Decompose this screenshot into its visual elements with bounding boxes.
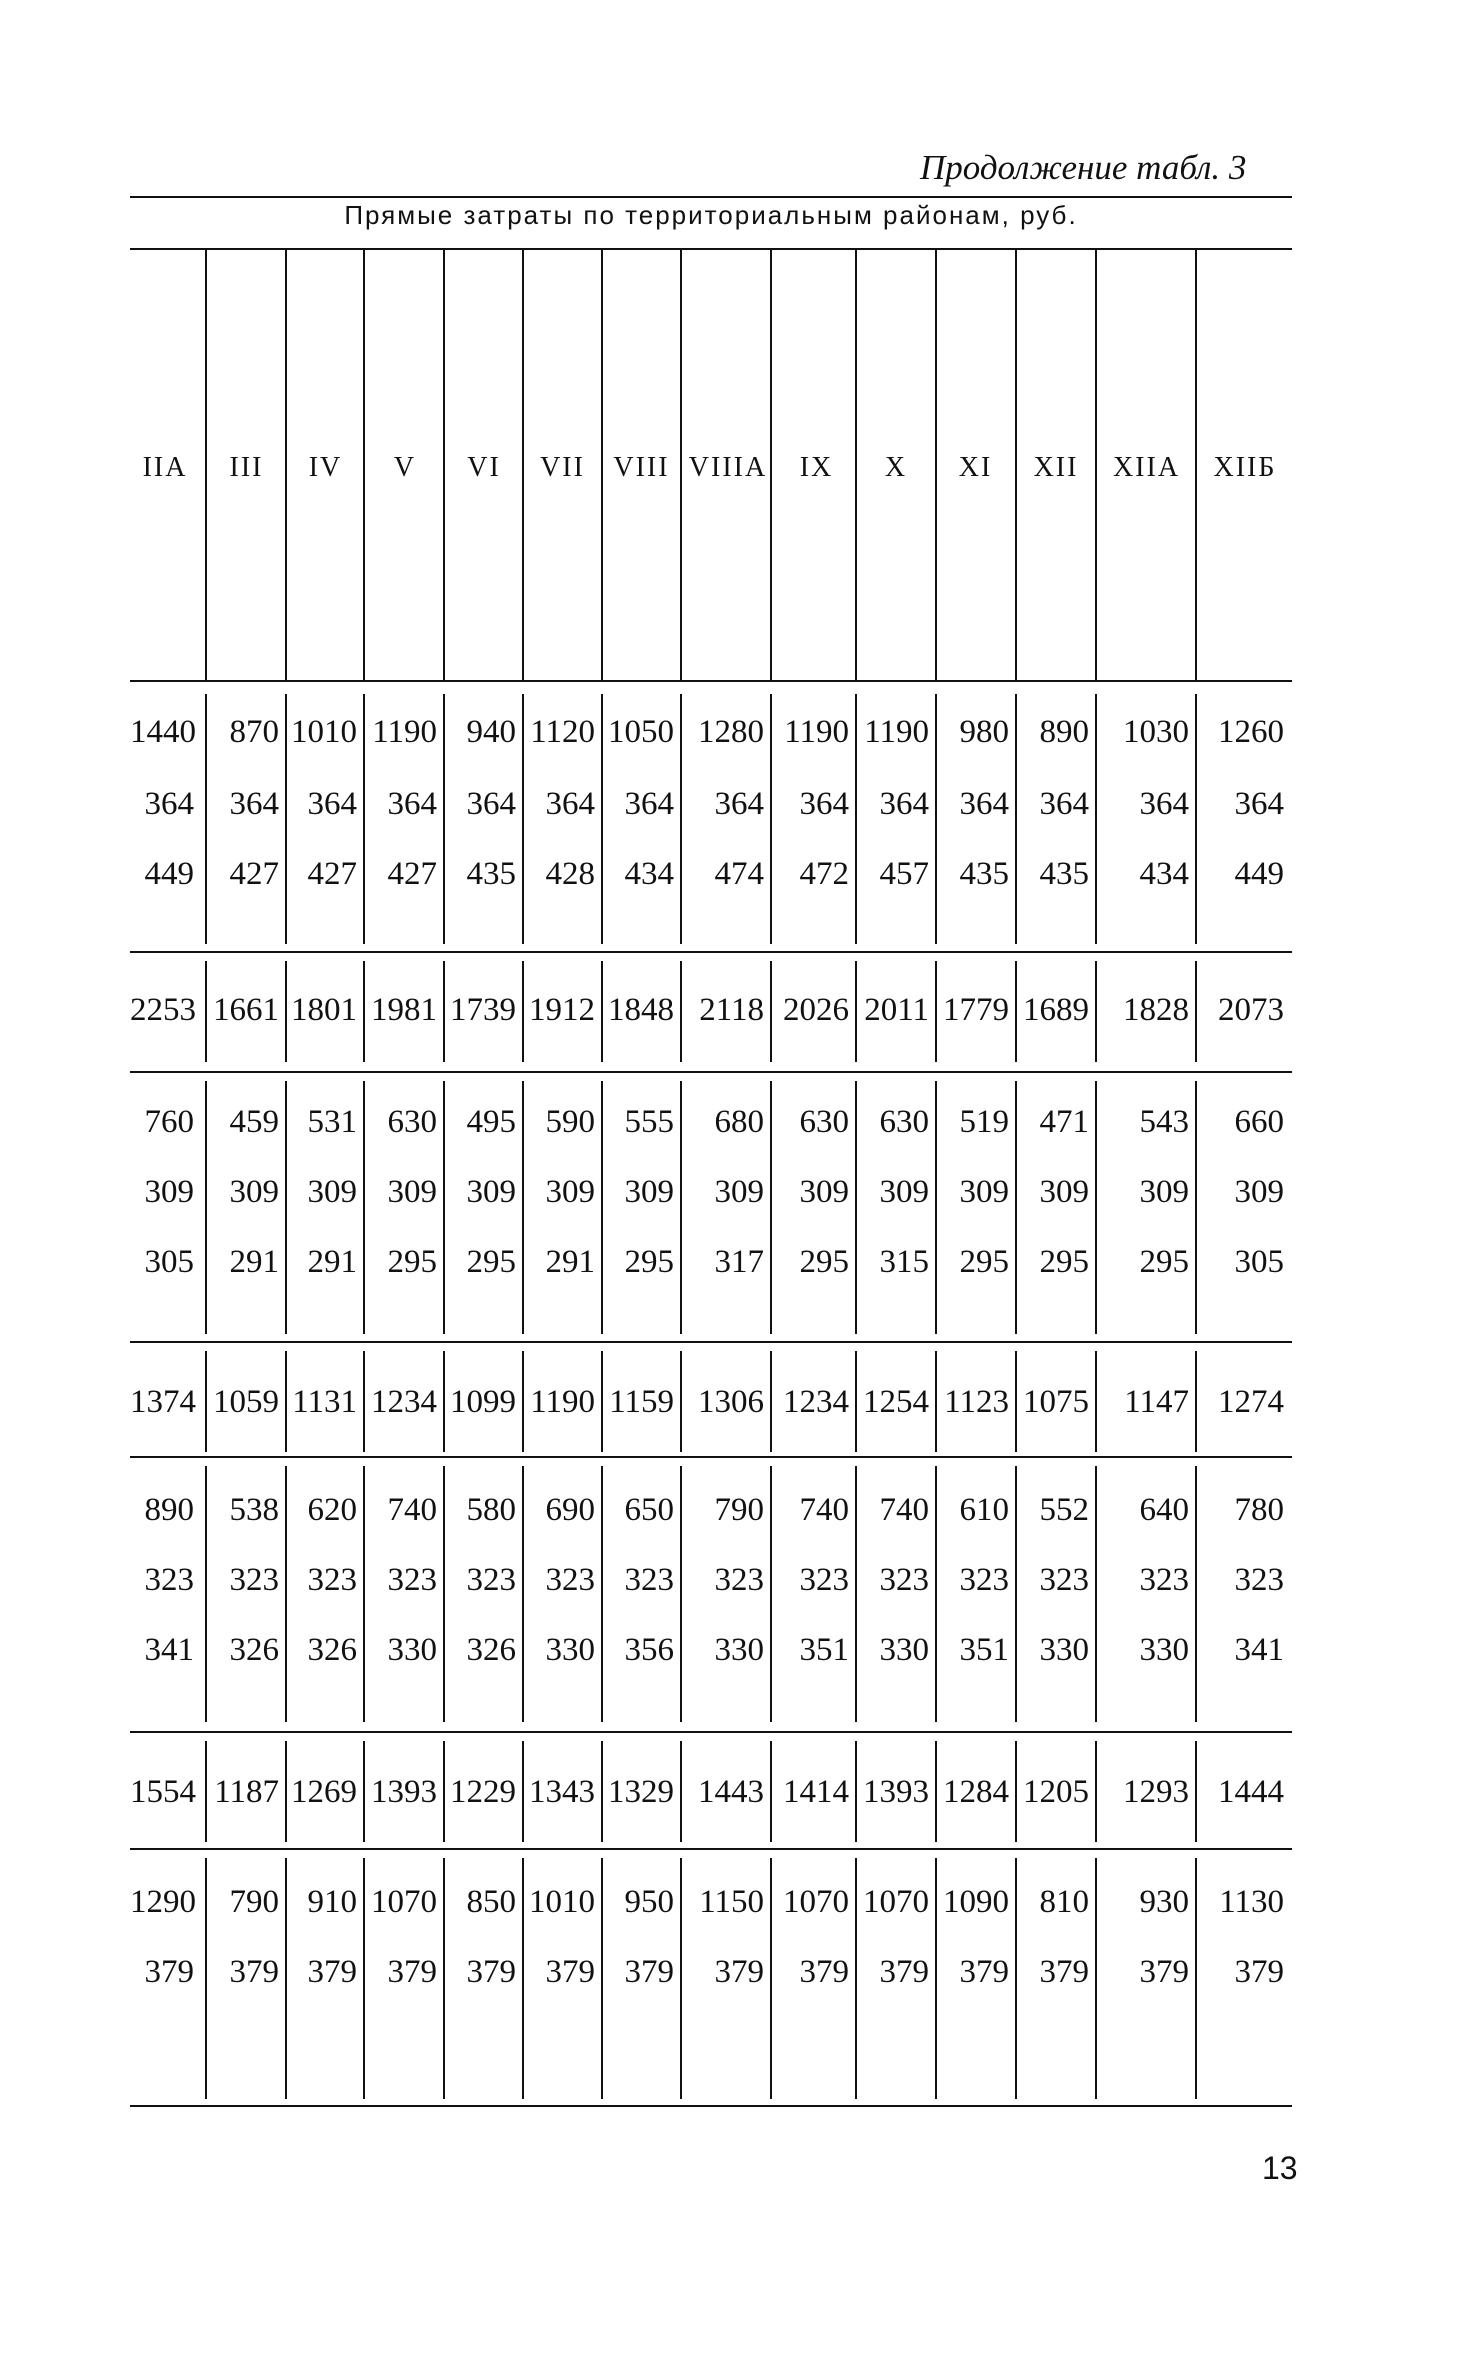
table-cell: 309	[1234, 1174, 1284, 1210]
table-cell: 472	[799, 856, 849, 892]
column-separator	[1195, 1351, 1197, 1452]
table-cell: 427	[307, 856, 357, 892]
table-cell: 427	[387, 856, 437, 892]
column-header: VI	[467, 452, 501, 483]
table-cell: 323	[1039, 1562, 1089, 1598]
column-separator	[680, 694, 682, 944]
table-cell: 1739	[450, 992, 516, 1028]
table-cell: 428	[545, 856, 595, 892]
column-separator	[1095, 1466, 1097, 1722]
table-cell: 379	[144, 1954, 194, 1990]
table-cell: 760	[144, 1104, 194, 1140]
column-separator	[363, 694, 365, 944]
table-cell: 379	[545, 1954, 595, 1990]
table-cell: 940	[466, 714, 516, 750]
header-column-separator	[443, 248, 445, 680]
table-cell: 1190	[372, 714, 437, 750]
column-separator	[205, 961, 207, 1062]
table-cell: 610	[959, 1492, 1009, 1528]
table-cell: 309	[466, 1174, 516, 1210]
table-cell: 1779	[943, 992, 1009, 1028]
column-separator	[205, 1741, 207, 1842]
table-cell: 2011	[864, 992, 929, 1028]
table-cell: 1205	[1023, 1774, 1089, 1810]
table-cell: 1254	[863, 1384, 929, 1420]
table-cell: 690	[545, 1492, 595, 1528]
column-header: VIII	[613, 452, 670, 483]
table-cell: 364	[229, 786, 279, 822]
column-separator	[443, 961, 445, 1062]
column-separator	[285, 1351, 287, 1452]
column-separator	[443, 1351, 445, 1452]
table-cell: 326	[307, 1632, 357, 1668]
table-cell: 364	[1039, 786, 1089, 822]
table-cell: 1070	[783, 1884, 849, 1920]
table-cell: 1284	[943, 1774, 1009, 1810]
column-separator	[1195, 1081, 1197, 1334]
table-cell: 1090	[943, 1884, 1009, 1920]
table-cell: 1190	[784, 714, 849, 750]
table-cell: 291	[545, 1244, 595, 1280]
table-cell: 434	[624, 856, 674, 892]
table-cell: 295	[1139, 1244, 1189, 1280]
table-cell: 379	[1039, 1954, 1089, 1990]
column-separator	[770, 1081, 772, 1334]
block-separator-rule	[130, 1848, 1292, 1850]
top-rule	[130, 196, 1292, 198]
table-cell: 351	[959, 1632, 1009, 1668]
table-cell: 330	[387, 1632, 437, 1668]
column-separator	[1095, 1858, 1097, 2099]
table-cell: 379	[466, 1954, 516, 1990]
table-cell: 379	[1139, 1954, 1189, 1990]
table-cell: 1147	[1124, 1384, 1189, 1420]
table-cell: 291	[307, 1244, 357, 1280]
column-separator	[680, 1351, 682, 1452]
header-column-separator	[680, 248, 682, 680]
table-cell: 1075	[1023, 1384, 1089, 1420]
table-cell: 323	[799, 1562, 849, 1598]
block-separator-rule	[130, 1341, 1292, 1343]
column-separator	[285, 694, 287, 944]
column-separator	[443, 1466, 445, 1722]
table-cell: 1123	[944, 1384, 1009, 1420]
table-cell: 630	[879, 1104, 929, 1140]
table-cell: 330	[1139, 1632, 1189, 1668]
table-cell: 1689	[1023, 992, 1089, 1028]
table-cell: 1059	[213, 1384, 279, 1420]
table-cell: 870	[229, 714, 279, 750]
table-cell: 1444	[1218, 1774, 1284, 1810]
column-separator	[363, 1858, 365, 2099]
column-header: VIIIA	[688, 452, 768, 483]
table-cell: 1269	[291, 1774, 357, 1810]
table-cell: 543	[1139, 1104, 1189, 1140]
column-separator	[1195, 694, 1197, 944]
column-separator	[443, 1858, 445, 2099]
header-column-separator	[1195, 248, 1197, 680]
table-bottom-rule	[130, 2105, 1292, 2107]
table-cell: 330	[1039, 1632, 1089, 1668]
table-cell: 364	[545, 786, 595, 822]
table-cell: 364	[1139, 786, 1189, 822]
column-separator	[1195, 961, 1197, 1062]
column-separator	[770, 1351, 772, 1452]
table-cell: 1443	[698, 1774, 764, 1810]
table-cell: 379	[959, 1954, 1009, 1990]
table-cell: 680	[714, 1104, 764, 1140]
column-separator	[205, 1081, 207, 1334]
table-cell: 449	[1234, 856, 1284, 892]
table-cell: 495	[466, 1104, 516, 1140]
table-cell: 295	[959, 1244, 1009, 1280]
table-cell: 356	[624, 1632, 674, 1668]
table-cell: 309	[307, 1174, 357, 1210]
table-cell: 323	[307, 1562, 357, 1598]
table-cell: 309	[545, 1174, 595, 1210]
table-cell: 980	[959, 714, 1009, 750]
header-column-separator	[205, 248, 207, 680]
table-cell: 330	[545, 1632, 595, 1668]
table-cell: 552	[1039, 1492, 1089, 1528]
table-cell: 1661	[213, 992, 279, 1028]
column-separator	[680, 1466, 682, 1722]
column-separator	[1195, 1466, 1197, 1722]
table-cell: 650	[624, 1492, 674, 1528]
block-separator-rule	[130, 951, 1292, 953]
table-cell: 309	[879, 1174, 929, 1210]
header-column-separator	[285, 248, 287, 680]
column-header: III	[229, 452, 264, 483]
table-cell: 1848	[608, 992, 674, 1028]
table-cell: 1150	[699, 1884, 764, 1920]
table-cell: 305	[144, 1244, 194, 1280]
table-cell: 950	[624, 1884, 674, 1920]
table-cell: 930	[1139, 1884, 1189, 1920]
table-cell: 630	[799, 1104, 849, 1140]
table-cell: 2026	[783, 992, 849, 1028]
table-cell: 1190	[530, 1384, 595, 1420]
column-header: XIIA	[1112, 452, 1181, 483]
table-cell: 1190	[864, 714, 929, 750]
table-cell: 459	[229, 1104, 279, 1140]
table-cell: 291	[229, 1244, 279, 1280]
table-cell: 295	[624, 1244, 674, 1280]
column-header: IX	[799, 452, 834, 483]
table-cell: 295	[799, 1244, 849, 1280]
table-cell: 427	[229, 856, 279, 892]
table-cell: 1159	[609, 1384, 674, 1420]
table-cell: 1070	[863, 1884, 929, 1920]
table-cell: 790	[714, 1492, 764, 1528]
table-cell: 364	[307, 786, 357, 822]
table-cell: 1274	[1218, 1384, 1284, 1420]
block-separator-rule	[130, 1731, 1292, 1733]
table-cell: 364	[959, 786, 1009, 822]
table-cell: 309	[229, 1174, 279, 1210]
column-header: IV	[308, 452, 343, 483]
table-cell: 364	[624, 786, 674, 822]
table-cell: 435	[466, 856, 516, 892]
column-separator	[443, 1081, 445, 1334]
column-separator	[1095, 1081, 1097, 1334]
table-cell: 590	[545, 1104, 595, 1140]
column-separator	[285, 1081, 287, 1334]
table-cell: 740	[879, 1492, 929, 1528]
table-cell: 379	[879, 1954, 929, 1990]
table-cell: 323	[879, 1562, 929, 1598]
table-cell: 434	[1139, 856, 1189, 892]
table-cell: 323	[466, 1562, 516, 1598]
table-cell: 1293	[1123, 1774, 1189, 1810]
table-cell: 351	[799, 1632, 849, 1668]
table-cell: 323	[714, 1562, 764, 1598]
table-cell: 1393	[863, 1774, 929, 1810]
table-cell: 1329	[608, 1774, 674, 1810]
table-cell: 330	[714, 1632, 764, 1668]
table-cell: 780	[1234, 1492, 1284, 1528]
table-cell: 1393	[371, 1774, 437, 1810]
table-continuation-label: Продолжение табл. 3	[920, 148, 1247, 187]
table-cell: 2253	[130, 992, 196, 1028]
table-cell: 364	[387, 786, 437, 822]
table-cell: 1280	[698, 714, 764, 750]
table-cell: 1414	[783, 1774, 849, 1810]
table-cell: 323	[1234, 1562, 1284, 1598]
table-cell: 309	[387, 1174, 437, 1210]
table-cell: 1010	[291, 714, 357, 750]
header-column-separator	[770, 248, 772, 680]
column-separator	[285, 1741, 287, 1842]
column-separator	[443, 694, 445, 944]
column-header: XIIБ	[1213, 452, 1277, 483]
table-cell: 295	[1039, 1244, 1089, 1280]
table-cell: 1050	[608, 714, 674, 750]
table-cell: 364	[1234, 786, 1284, 822]
table-cell: 640	[1139, 1492, 1189, 1528]
table-cell: 323	[229, 1562, 279, 1598]
table-cell: 379	[714, 1954, 764, 1990]
table-cell: 1440	[130, 714, 196, 750]
table-cell: 457	[879, 856, 929, 892]
table-cell: 364	[799, 786, 849, 822]
column-separator	[1095, 961, 1097, 1062]
page-number: 13	[1262, 2150, 1298, 2186]
column-separator	[363, 1351, 365, 1452]
table-cell: 1131	[292, 1384, 357, 1420]
table-cell: 1828	[1123, 992, 1189, 1028]
column-header: VII	[540, 452, 585, 483]
column-separator	[363, 1466, 365, 1722]
column-separator	[680, 1741, 682, 1842]
column-separator	[1195, 1741, 1197, 1842]
column-separator	[680, 1081, 682, 1334]
table-cell: 1801	[291, 992, 357, 1028]
table-cell: 295	[466, 1244, 516, 1280]
table-subtitle: Прямые затраты по территориальным районам, руб.	[344, 200, 1078, 230]
column-separator	[1095, 694, 1097, 944]
column-header: XI	[958, 452, 993, 483]
column-separator	[363, 1081, 365, 1334]
column-separator	[205, 1466, 207, 1722]
table-cell: 810	[1039, 1884, 1089, 1920]
table-cell: 1010	[529, 1884, 595, 1920]
table-cell: 790	[229, 1884, 279, 1920]
table-cell: 309	[959, 1174, 1009, 1210]
header-column-separator	[1095, 248, 1097, 680]
table-cell: 295	[387, 1244, 437, 1280]
table-cell: 740	[387, 1492, 437, 1528]
table-cell: 435	[1039, 856, 1089, 892]
table-cell: 364	[144, 786, 194, 822]
column-header: IIA	[142, 452, 188, 483]
table-cell: 1981	[371, 992, 437, 1028]
column-separator	[205, 1351, 207, 1452]
table-cell: 323	[959, 1562, 1009, 1598]
table-cell: 850	[466, 1884, 516, 1920]
table-cell: 1234	[371, 1384, 437, 1420]
table-cell: 326	[466, 1632, 516, 1668]
table-cell: 474	[714, 856, 764, 892]
table-cell: 1234	[783, 1384, 849, 1420]
table-cell: 1306	[698, 1384, 764, 1420]
column-separator	[205, 1858, 207, 2099]
table-cell: 620	[307, 1492, 357, 1528]
table-cell: 309	[714, 1174, 764, 1210]
table-cell: 471	[1039, 1104, 1089, 1140]
column-separator	[680, 1858, 682, 2099]
column-header: XII	[1033, 452, 1079, 483]
table-cell: 1229	[450, 1774, 516, 1810]
table-cell: 1374	[130, 1384, 196, 1420]
table-cell: 323	[144, 1562, 194, 1598]
table-cell: 449	[144, 856, 194, 892]
column-separator	[770, 961, 772, 1062]
column-header: V	[393, 452, 417, 483]
column-separator	[770, 1466, 772, 1722]
block-separator-rule	[130, 1071, 1292, 1073]
column-separator	[1095, 1741, 1097, 1842]
table-cell: 379	[307, 1954, 357, 1990]
table-cell: 580	[466, 1492, 516, 1528]
column-header: X	[884, 452, 908, 483]
table-cell: 323	[545, 1562, 595, 1598]
table-cell: 330	[879, 1632, 929, 1668]
table-cell: 555	[624, 1104, 674, 1140]
table-cell: 740	[799, 1492, 849, 1528]
column-separator	[363, 961, 365, 1062]
table-cell: 519	[959, 1104, 1009, 1140]
table-cell: 660	[1234, 1104, 1284, 1140]
table-cell: 309	[1039, 1174, 1089, 1210]
table-cell: 323	[387, 1562, 437, 1598]
table-cell: 309	[144, 1174, 194, 1210]
table-cell: 379	[624, 1954, 674, 1990]
column-separator	[285, 961, 287, 1062]
table-cell: 1099	[450, 1384, 516, 1420]
table-cell: 531	[307, 1104, 357, 1140]
table-cell: 2118	[699, 992, 764, 1028]
table-cell: 341	[1234, 1632, 1284, 1668]
table-cell: 435	[959, 856, 1009, 892]
table-cell: 1343	[529, 1774, 595, 1810]
column-separator	[285, 1858, 287, 2099]
block-separator-rule	[130, 1456, 1292, 1458]
header-bottom-rule	[130, 680, 1292, 682]
table-cell: 309	[624, 1174, 674, 1210]
table-cell: 379	[387, 1954, 437, 1990]
table-cell: 538	[229, 1492, 279, 1528]
table-cell: 364	[466, 786, 516, 822]
table-cell: 315	[879, 1244, 929, 1280]
table-cell: 630	[387, 1104, 437, 1140]
table-cell: 379	[799, 1954, 849, 1990]
column-separator	[680, 961, 682, 1062]
header-column-separator	[363, 248, 365, 680]
table-cell: 1030	[1123, 714, 1189, 750]
table-cell: 1070	[371, 1884, 437, 1920]
table-cell: 1912	[529, 992, 595, 1028]
subtitle-rule	[130, 248, 1292, 250]
table-cell: 1260	[1218, 714, 1284, 750]
table-cell: 305	[1234, 1244, 1284, 1280]
column-separator	[1195, 1858, 1197, 2099]
table-cell: 379	[229, 1954, 279, 1990]
table-cell: 1290	[130, 1884, 196, 1920]
column-separator	[770, 1858, 772, 2099]
column-separator	[770, 694, 772, 944]
column-separator	[205, 694, 207, 944]
column-separator	[285, 1466, 287, 1722]
table-cell: 309	[799, 1174, 849, 1210]
table-cell: 326	[229, 1632, 279, 1668]
table-cell: 910	[307, 1884, 357, 1920]
table-cell: 364	[714, 786, 764, 822]
column-separator	[363, 1741, 365, 1842]
column-separator	[1095, 1351, 1097, 1452]
table-cell: 379	[1234, 1954, 1284, 1990]
table-cell: 317	[714, 1244, 764, 1280]
table-cell: 1187	[214, 1774, 279, 1810]
table-cell: 309	[1139, 1174, 1189, 1210]
table-cell: 364	[879, 786, 929, 822]
column-separator	[443, 1741, 445, 1842]
table-cell: 2073	[1218, 992, 1284, 1028]
table-cell: 1554	[130, 1774, 196, 1810]
column-separator	[770, 1741, 772, 1842]
table-cell: 323	[624, 1562, 674, 1598]
table-cell: 1120	[530, 714, 595, 750]
table-cell: 890	[1039, 714, 1089, 750]
table-cell: 890	[144, 1492, 194, 1528]
table-cell: 341	[144, 1632, 194, 1668]
table-cell: 1130	[1219, 1884, 1284, 1920]
table-cell: 323	[1139, 1562, 1189, 1598]
